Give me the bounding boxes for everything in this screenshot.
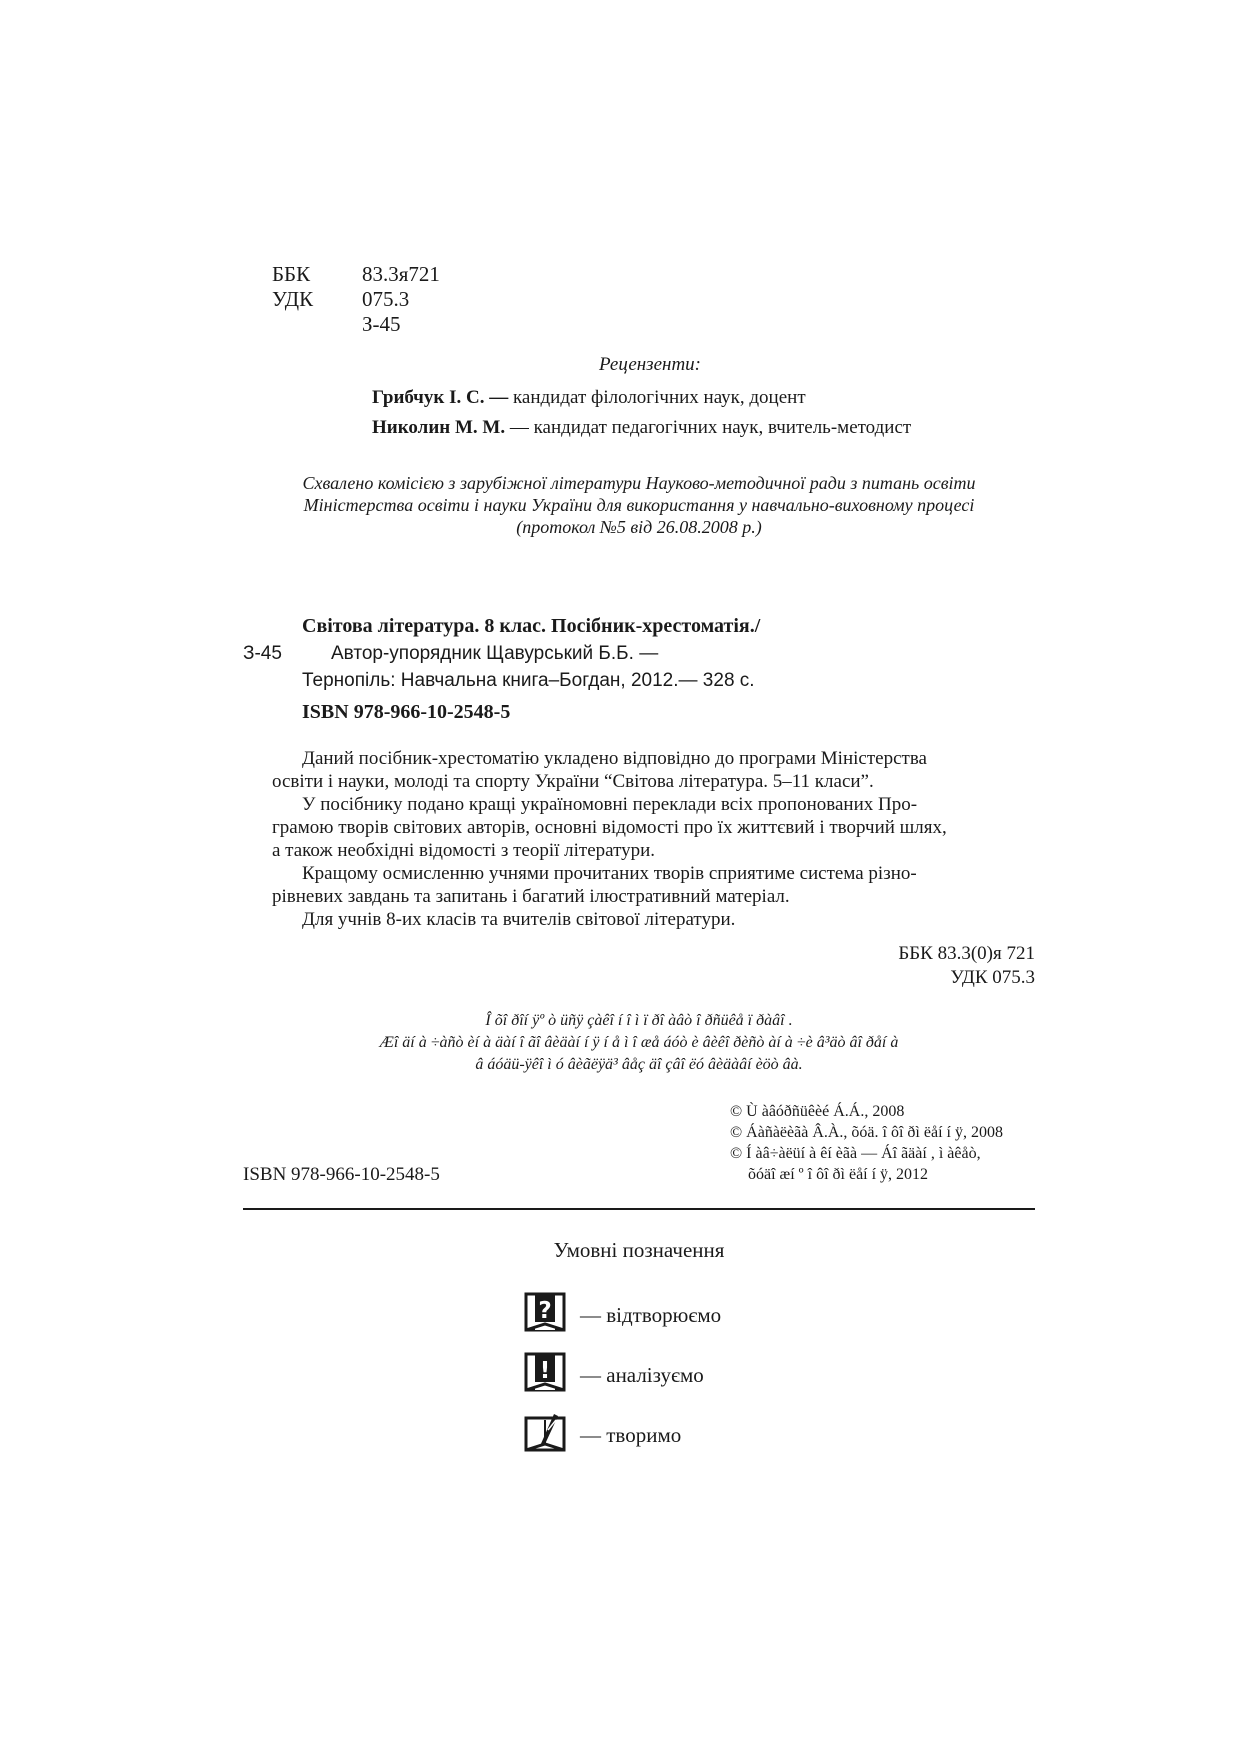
copyright-line-1: © Ù àâóðñüêèé Á.Á., 2008: [730, 1103, 905, 1120]
notice-line-3: â áóäü-ÿêî ì ó âèãëÿä³ âåç äî çâî ëó âèäàâí èöò âà.: [475, 1056, 803, 1073]
legend-label-3: — творимо: [580, 1423, 682, 1447]
udk-value: 075.3: [362, 287, 410, 311]
bottom-isbn: ISBN 978-966-10-2548-5: [243, 1164, 440, 1185]
book-title: Світова література. 8 клас. Посібник-хрестоматія./: [302, 615, 761, 637]
author-mark: З-45: [362, 312, 401, 336]
divider-rule: [243, 1208, 1035, 1210]
legend-label-2: — аналізуємо: [580, 1363, 704, 1387]
catalog-mark: З-45: [243, 643, 282, 664]
reviewer-2-desc: — кандидат педагогічних наук, вчитель-методист: [509, 417, 912, 438]
legend-title: Умовні позначення: [553, 1238, 725, 1262]
reviewer-1-name: Грибчук І. С. —: [372, 387, 509, 408]
question-book-icon: [524, 1292, 566, 1332]
copyright-line-4: õóäî æí º î ôî ðì ëåí í ÿ, 2012: [748, 1166, 929, 1183]
annotation-line-2: освіти і науки, молоді та спорту України “Світова література. 5–11 класи”.: [272, 771, 874, 792]
annotation-line-8: Для учнів 8-их класів та вчителів світової літератури.: [302, 909, 736, 930]
notice-line-2: Æî äí à ÷àñò èí à äàí î ãî âèäàí í ÿ í å ì î æå áóò è âèêî ðèñò àí à ÷è â³äò âî ðåí à: [379, 1034, 899, 1051]
exclamation-book-icon: [524, 1352, 566, 1392]
codes-bbk: ББК 83.3(0)я 721: [898, 943, 1035, 964]
copyright-line-3: © Í àâ÷àëüí à êí èãà — Áî ãäàí , ì àêåò,: [730, 1145, 981, 1162]
reviewer-1-desc: кандидат філологічних наук, доцент: [512, 387, 806, 408]
annotation-line-7: рівневих завдань та запитань і багатий ілюстративний матеріал.: [272, 886, 790, 907]
svg-text:!: !: [539, 1358, 551, 1384]
notice-line-1: Î õî ðîí ÿº ò üñÿ çàêî í î ì ï ðî àâò î ðñüêå ï ðàâî .: [485, 1012, 793, 1029]
annotation-line-6: Кращому осмисленню учнями прочитаних творів сприятиме система різно-: [302, 863, 917, 884]
reviewer-2-name: Николин М. М.: [372, 417, 506, 438]
udk-label: УДК: [272, 287, 314, 311]
bbk-label: ББК: [272, 262, 311, 286]
copyright-line-2: © Áàñàëèãà Â.À., õóä. î ôî ðì ëåí í ÿ, 2008: [730, 1124, 1003, 1141]
legend-label-1: — відтворюємо: [580, 1303, 722, 1327]
annotation-line-1: Даний посібник-хрестоматію укладено відповідно до програми Міністерства: [302, 748, 927, 769]
catalog-author: Автор-упорядник Щавурський Б.Б. —: [331, 643, 659, 664]
reviewer-2: [372, 416, 911, 440]
annotation-line-3: У посібнику подано кращі україномовні переклади всіх пропонованих Про-: [302, 794, 918, 815]
quill-book-icon: [524, 1412, 566, 1452]
catalog-isbn: ISBN 978-966-10-2548-5: [302, 701, 511, 723]
annotation-line-4: грамою творів світових авторів, основні відомості про їх життєвий і творчий шлях,: [272, 817, 947, 838]
bbk-value: 83.3я721: [362, 262, 440, 286]
reviewers-heading: Рецензенти:: [599, 354, 702, 375]
annotation-line-5: а також необхідні відомості з теорії літератури.: [272, 840, 656, 861]
approval-line-2: Міністерства освіти і науки України для використання у навчально-виховному процесі: [303, 495, 975, 515]
reviewer-1: [372, 386, 806, 410]
approval-line-1: Схвалено комісією з зарубіжної літератури Науково-методичної ради з питань освіти: [302, 473, 976, 493]
codes-udk: УДК 075.3: [950, 967, 1035, 988]
approval-line-3: (протокол №5 від 26.08.2008 р.): [516, 517, 762, 537]
catalog-imprint: Тернопіль: Навчальна книга–Богдан, 2012.— 328 с.: [302, 670, 755, 691]
svg-text:?: ?: [538, 1298, 552, 1324]
